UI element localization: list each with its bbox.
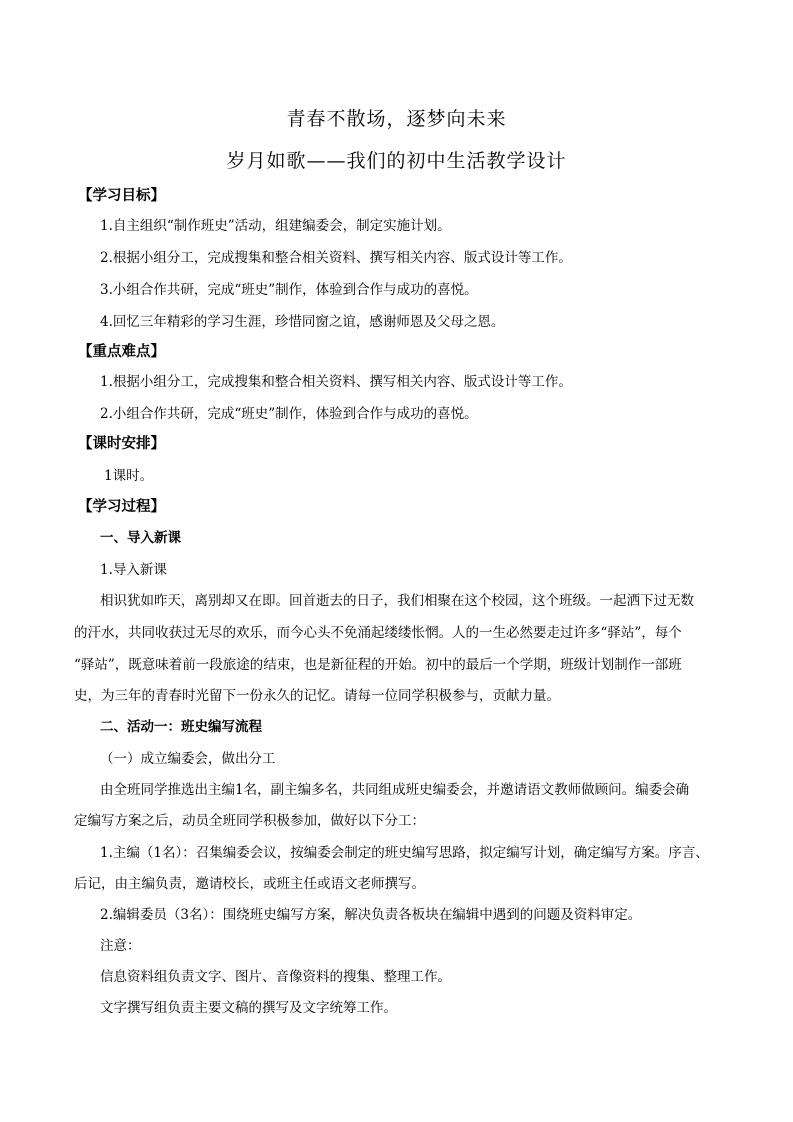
paragraph-line: 相识犹如昨天，离别却又在即。回首逝去的日子，我们相聚在这个校园，这个班级。一起洒下过无数 — [100, 593, 694, 609]
goal-item: 1.自主组织“制作班史”活动，组建编委会，制定实施计划。 — [100, 218, 451, 234]
section-subtitle: （一）成立编委会，做出分工 — [100, 751, 276, 767]
schedule-text: 1课时。 — [104, 468, 154, 484]
goal-item: 2.根据小组分工，完成搜集和整合相关资料、撰写相关内容、版式设计等工作。 — [100, 250, 572, 266]
paragraph-line: 2.编辑委员（3名）：围绕班史编写方案，解决负责各板块在编辑中遇到的问题及资料审定。 — [100, 907, 642, 923]
paragraph-line: “驿站”，既意味着前一段旅途的结束，也是新征程的开始。初中的最后一个学期，班级计划制作一部班 — [74, 657, 682, 673]
process-heading: 【学习过程】 — [78, 499, 165, 515]
goal-item: 3.小组合作共研，完成“班史”制作，体验到合作与成功的喜悦。 — [100, 282, 478, 298]
paragraph-line: 由全班同学推选出主编1名，副主编多名，共同组成班史编委会，并邀请语文教师做顾问。编委会确 — [100, 782, 690, 798]
schedule-heading: 【课时安排】 — [78, 436, 165, 452]
note-label: 注意： — [100, 938, 141, 954]
section-title: 一、导入新课 — [100, 530, 181, 546]
paragraph-line: 后记，由主编负责，邀请校长，或班主任或语文老师撰写。 — [74, 876, 425, 892]
goal-item: 4.回忆三年精彩的学习生涯，珍惜同窗之谊，感谢师恩及父母之恩。 — [100, 314, 505, 330]
key-item: 2.小组合作共研，完成“班史”制作，体验到合作与成功的喜悦。 — [100, 406, 478, 422]
key-heading: 【重点难点】 — [78, 344, 165, 360]
goals-heading: 【学习目标】 — [78, 188, 165, 204]
note-line: 信息资料组负责文字、图片、音像资料的搜集、整理工作。 — [100, 969, 451, 985]
paragraph-line: 1.主编（1名）：召集编委会议，按编委会制定的班史编写思路，拟定编写计划，确定编写方案。序言、 — [100, 845, 709, 861]
section-title: 二、活动一：班史编写流程 — [100, 719, 262, 735]
doc-subtitle: 岁月如歌——我们的初中生活教学设计 — [226, 150, 567, 172]
paragraph-line: 定编写方案之后，动员全班同学积极参加，做好以下分工： — [74, 813, 425, 829]
paragraph-line: 史，为三年的青春时光留下一份永久的记忆。请每一位同学积极参与，贡献力量。 — [74, 688, 560, 704]
section-subtitle: 1.导入新课 — [100, 562, 167, 578]
note-line: 文字撰写组负责主要文稿的撰写及文字统筹工作。 — [100, 1000, 397, 1016]
key-item: 1.根据小组分工，完成搜集和整合相关资料、撰写相关内容、版式设计等工作。 — [100, 374, 572, 390]
doc-title: 青春不散场，逐梦向未来 — [286, 108, 507, 130]
paragraph-line: 的汗水，共同收获过无尽的欢乐，而今心头不免涌起缕缕怅惘。人的一生必然要走过许多“驿站”，每个 — [74, 625, 682, 641]
